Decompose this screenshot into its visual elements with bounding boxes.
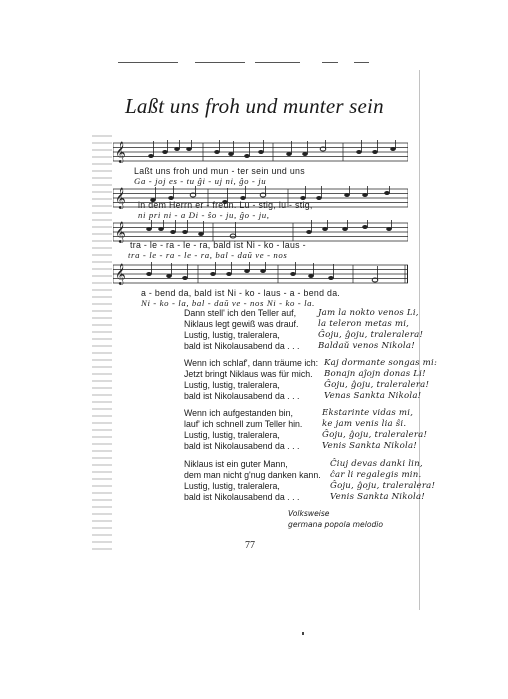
lyrics-german-2: in dem Herrn er - freun. Lu - stig, lu - stig, [138,200,313,210]
verse-line: Niklaus legt gewiß was drauf. [184,319,299,329]
verse-translation-line: ke jam venis lia ŝi. [322,419,407,429]
verse-translation-line: Ĝoju, ĝoju, traleralera! [324,380,430,390]
verse-line: Wenn ich schlaf', dann träume ich: [184,358,319,368]
verse-translation-line: Venis Sankta Nikola! [330,492,425,502]
verse-line: bald ist Nikolausabend da . . . [184,492,300,502]
lyrics-esperanto-2: ni pri ni - a Di - ŝo - ju, ĝo - ju, [138,210,270,220]
verse-translation-line: Ĝoju, ĝoju, traleralera! [322,430,428,440]
melody-source-translation: germana popola melodio [288,520,384,529]
verse-line: lauf' ich schnell zum Teller hin. [184,419,303,429]
page-number: 77 [245,540,255,551]
verse-translation-line: Bonajn aĵojn donas Li! [324,369,426,379]
lyrics-esperanto-1: Ga - joj es - tu ĝi - uj ni, ĝo - ju [134,176,267,186]
svg-text:𝄞: 𝄞 [115,188,126,208]
lyrics-german-1: Laßt uns froh und mun - ter sein und uns [134,166,305,176]
scan-edge-line [322,62,338,63]
verse-line: Jetzt bringt Niklaus was für mich. [184,369,313,379]
music-staff-1 [113,140,408,164]
binding-shadow [92,135,112,555]
lyrics-esperanto-3: tra - le - ra - le - ra, bal - daŭ ve - nos [128,250,288,260]
page-edge [419,70,420,610]
music-staff-4 [113,262,408,286]
lyrics-german-3: tra - le - ra - le - ra, bald ist Ni - ko - laus - [130,240,306,250]
lyrics-esperanto-4: Ni - ko - la, bal - daŭ ve - nos Ni - ko - la. [141,298,315,308]
scan-edge-line [255,62,300,63]
verse-translation-line: Venis Sankta Nikola! [322,441,417,451]
svg-text:𝄞: 𝄞 [115,264,126,284]
verse-translation-line: Ĉiuj devas danki lin, [330,459,423,469]
verse-line: bald ist Nikolausabend da . . . [184,341,300,351]
verse-line: dem man nicht g'nug danken kann. [184,470,321,480]
svg-text:𝄞: 𝄞 [115,222,126,242]
verse-line: Wenn ich aufgestanden bin, [184,408,293,418]
verse-line: Niklaus ist ein guter Mann, [184,459,288,469]
svg-text:𝄞: 𝄞 [115,142,126,162]
verse-line: Lustig, lustig, traleralera, [184,430,280,440]
song-title: Laßt uns froh und munter sein [125,94,384,118]
verse-translation-line: Jam la nokto venos Li, [318,308,419,318]
lyrics-german-4: a - bend da, bald ist Ni - ko - laus - a - bend da. [141,288,341,298]
verse-line: Lustig, lustig, traleralera, [184,330,280,340]
verse-translation-line: Ĝoju, ĝoju, traleralera! [318,330,424,340]
verse-line: Dann stell' ich den Teller auf, [184,308,297,318]
scan-edge-line [195,62,245,63]
verse-translation-line: ĉar li regalegis min. [330,470,422,480]
scan-speck [302,632,304,635]
verse-translation-line: Kaj dormante songas mi: [324,358,438,368]
verse-line: bald ist Nikolausabend da . . . [184,391,300,401]
verse-line: Lustig, lustig, traleralera, [184,380,280,390]
scan-edge-line [354,62,369,63]
verse-translation-line: Baldaŭ venos Nikola! [318,341,415,351]
scan-edge-line [118,62,178,63]
verse-line: Lustig, lustig, traleralera, [184,481,280,491]
verse-translation-line: Ekstarinte vidas mi, [322,408,414,418]
verse-translation-line: Ĝoju, ĝoju, traleralera! [330,481,436,491]
verse-line: bald ist Nikolausabend da . . . [184,441,300,451]
verse-translation-line: la teleron metas mi, [318,319,410,329]
verse-translation-line: Venas Sankta Nikola! [324,391,422,401]
melody-source: Volksweise [288,509,330,518]
